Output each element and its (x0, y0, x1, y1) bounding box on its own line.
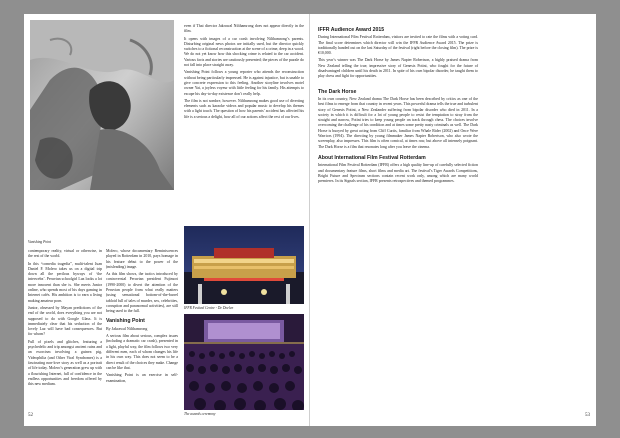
paragraph: contemporary reality, virtual or otherwise, in the rest of the world. (28, 249, 102, 259)
paragraph: A serious film about serious, complex issues (including a dramatic car crash), presented in a light, playful way, the film follows two very different men, each of whom changes his life in his own way. This does not seem to be a direct result of the choices they make. Change can be like that. (106, 334, 178, 370)
photo-figure-image (30, 20, 174, 190)
paragraph: As this film shows, the tactics introduced by controversial Peruvian president Fujimori (1990-2000) to divert the attention of the Peruvian people from what really matters (using sensational bottom-of-the-barrel tabloid full of tales of murder, sex, celebrities, corruption and paranormal activities), are still being used to the full. (106, 272, 178, 314)
page-number-right: 53 (585, 413, 590, 418)
right-column (318, 24, 478, 186)
paragraph: The film is not sombre, however. Nilthamrong makes good use of diverting elements such as karaoke videos and popular music to develop his themes with a light touch. The question of how his parents’ accident has affected his life is a serious a delight, how all of our actions affect the rest of our lives. (184, 98, 304, 119)
left-column-3 (184, 24, 304, 122)
festival-building-image (184, 226, 304, 304)
festival-photo-caption: IFFR Festival Centre - De Doelen (184, 306, 234, 310)
byline: By Jakrawal Nilthamrong (106, 325, 148, 331)
left-column-2 (106, 249, 178, 386)
paragraph: During International Film Festival Rotterdam, visitors are invited to rate the films with a voting card. The final score determines which director will win the IFFR Audience Award 2015. The prize is traditionally handed out on the last Saturday of the festival (right before the closing film). The prize is €10,000. (318, 35, 478, 56)
photo-caption: Vanishing Point (28, 240, 51, 244)
paragraph: This year’s winner was The Dark Horse by James Napier Robertson, a highly praised drama from New Zealand telling the true, impressive story of Genesis Potini, who fought for the future of disadvantaged children until his death in 2011. In spite of his own bipolar disorder, he taught them to play chess and fight for opportunities. (318, 58, 478, 79)
paragraph: It opens with images of a car crash involving Nilthamrong’s parents. Disturbing original news photos are initially used, but the director quickly switches to a fictional reconstruction at the scene of a crime, deep in a wood. We do not yet know how this shocking crime is related to the car accident. Various facts and stories are cautiously presented; the pieces of the puzzle do not fall into place straight away. (184, 36, 304, 68)
audience-image (184, 314, 304, 410)
right-page (310, 14, 596, 426)
paragraph: Molero, whose documentary Reminiscences played in Rotterdam in 2010, pays homage in his feature debut to the power of the (misleading) image. (106, 249, 178, 269)
section-heading: IFFR Audience Award 2015 (318, 27, 385, 33)
paragraph: Vanishing Point follows a young reporter who attends the reconstruction without being particularly impressed. He is against injustice, but is unable to give concrete expression to this feeling. Another storyline involves motel owner Yai, a joyless voyeur with little feeling for his family. His attempts to escape his day-to-day existence don’t really help. (184, 70, 304, 96)
left-column-1 (28, 249, 102, 389)
vanishing-point-photo (30, 20, 174, 190)
section-heading: The Dark Horse (318, 88, 357, 95)
section-heading: About International Film Festival Rotterdam (318, 154, 426, 161)
section-heading: Vanishing Point (106, 317, 145, 324)
paragraph: In its own country, New Zealand drama The Dark Horse has been described by critics as one of the best films to emerge from that country in recent years. This powerful drama tells the true and turbulent story of Genesis Potini, a New Zealander suffering from bipolar disorder who died in 2011. In a society in which it is difficult for a lot of young people to resist the temptation to stray from the straight and narrow, Potini tries to keep young people on track through chess. The choices involve overcoming the challenge of his condition and at times some pretty nasty criminals as well. The Dark Horse is buoyed by great acting from Cliff Curtis, familiar from Whale Rider (2002) and Once Were Warriors (1994). The directing by young filmmaker James Napier Robertson, who also wrote the screenplay, also impresses. This film is often comical, at times raw, but above all intensely poignant. The Dark Horse is a film that resonates long after you leave the cinema. (318, 96, 478, 149)
paragraph: In this “comedia tragedia”, multi-talent Juan Daniel F. Molero takes us on a digital trip down all the perilous byways of ‘the interwebz’. Peruvian schoolgirl Luz looks a lot more innocent than she is. She meets Junior online, who spends most of his days gaming in Internet cafés. His ambition is to earn a living making amateur porn. (28, 261, 102, 303)
paragraph: Vanishing Point is an exercise in self-examination, (106, 373, 178, 383)
paragraph: even if Thai director Jakrawal Nilthamrong does not appear directly in the film. (184, 24, 304, 34)
page-number-left: 52 (28, 413, 33, 418)
festival-centre-photo (184, 226, 304, 304)
audience-photo (184, 314, 304, 410)
audience-photo-caption: The awards ceremony (184, 412, 216, 416)
paragraph: Full of pixels and glitches, featuring a psychedelic and trip amongst ancient ruins and an exorcism involving a guinea pig, Videophilia (and Other Viral Syndromes) is a fascinating non-love story as well as a portrait of life today. Molero’s generation grew up with a flourishing Internet, full of confidence in the endless opportunities and freedom offered by this new medium. (28, 339, 102, 387)
left-page (24, 14, 310, 426)
paragraph: Junior, obsessed by Mayan predictions of the end of the world, does everything you are not supposed to do with Google Glass. It is immediately clear that his seduction of the lovely Luz will have bad consequences. But for whom? (28, 305, 102, 337)
paragraph: International Film Festival Rotterdam (IFFR) offers a high quality line-up of carefully selected fiction and documentary feature films, short films and media art. The festival’s Tiger Awards Competitions, Bright Future and Spectrum sections contain recent work only, among which are many world premieres. In its Signals section, IFFR presents retrospectives and themed programmes. (318, 163, 478, 184)
